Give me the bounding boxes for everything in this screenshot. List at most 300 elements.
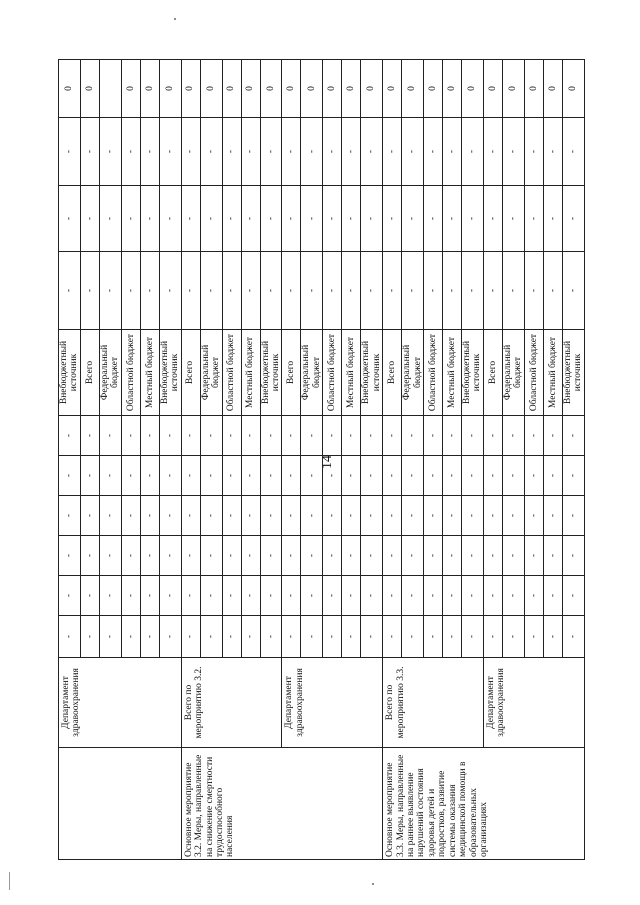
dash-cell: - xyxy=(59,186,81,252)
dash-cell: - xyxy=(342,496,361,536)
total-value-cell: 0 xyxy=(323,60,342,118)
dash-cell: - xyxy=(402,118,424,186)
dash-cell: - xyxy=(323,496,342,536)
total-value-cell: 0 xyxy=(562,60,584,118)
dash-cell: - xyxy=(200,536,222,576)
dash-cell: - xyxy=(140,416,159,456)
dash-cell: - xyxy=(543,496,562,536)
table-row xyxy=(483,60,502,860)
dash-cell: - xyxy=(361,416,383,456)
dash-cell: - xyxy=(241,118,260,186)
dash-cell: - xyxy=(80,252,99,330)
dash-cell: - xyxy=(402,576,424,616)
dash-cell: - xyxy=(443,576,462,616)
dash-cell: - xyxy=(402,496,424,536)
dash-cell: - xyxy=(99,616,121,658)
dash-cell: - xyxy=(543,186,562,252)
dash-cell: - xyxy=(383,118,402,186)
dash-cell: - xyxy=(361,616,383,658)
dash-cell: - xyxy=(462,576,484,616)
dash-cell: - xyxy=(462,616,484,658)
dash-cell: - xyxy=(342,456,361,496)
dash-cell: - xyxy=(342,252,361,330)
dash-cell: - xyxy=(80,616,99,658)
dash-cell: - xyxy=(200,456,222,496)
dash-cell: - xyxy=(543,576,562,616)
dash-cell: - xyxy=(159,536,181,576)
dash-cell: - xyxy=(502,496,524,536)
dash-cell: - xyxy=(159,252,181,330)
dash-cell: - xyxy=(424,252,443,330)
dash-cell: - xyxy=(222,118,241,186)
total-value-cell: 0 xyxy=(59,60,81,118)
dash-cell: - xyxy=(443,536,462,576)
dash-cell: - xyxy=(80,496,99,536)
dash-cell: - xyxy=(524,416,543,456)
dash-cell: - xyxy=(159,186,181,252)
dash-cell: - xyxy=(562,416,584,456)
dash-cell: - xyxy=(361,118,383,186)
total-value-cell: 0 xyxy=(181,60,200,118)
dash-cell: - xyxy=(323,456,342,496)
dash-cell: - xyxy=(502,416,524,456)
dash-cell: - xyxy=(222,576,241,616)
dash-cell: - xyxy=(80,576,99,616)
scan-speck xyxy=(372,883,374,885)
dash-cell: - xyxy=(462,252,484,330)
total-value-cell: 0 xyxy=(80,60,99,118)
funding-source-cell: Федеральный бюджет xyxy=(502,330,524,416)
dash-cell: - xyxy=(424,118,443,186)
dash-cell: - xyxy=(59,616,81,658)
dash-cell: - xyxy=(260,416,282,456)
dash-cell: - xyxy=(462,416,484,456)
dash-cell: - xyxy=(241,186,260,252)
dash-cell: - xyxy=(361,252,383,330)
dash-cell: - xyxy=(361,186,383,252)
dash-cell: - xyxy=(524,118,543,186)
funding-source-cell: Областной бюджет xyxy=(424,330,443,416)
dash-cell: - xyxy=(524,252,543,330)
dash-cell: - xyxy=(323,118,342,186)
dash-cell: - xyxy=(159,456,181,496)
performer-cell: Департамент здравоохранения xyxy=(59,658,182,748)
page-number: 14 xyxy=(320,455,335,469)
dash-cell: - xyxy=(483,576,502,616)
dash-cell: - xyxy=(200,252,222,330)
scan-speck xyxy=(174,18,176,20)
dash-cell: - xyxy=(59,416,81,456)
funding-source-cell: Внебюджетный источник xyxy=(260,330,282,416)
funding-source-cell: Внебюджетный источник xyxy=(59,330,81,416)
dash-cell: - xyxy=(323,416,342,456)
funding-source-cell: Областной бюджет xyxy=(121,330,140,416)
funding-source-cell: Областной бюджет xyxy=(524,330,543,416)
dash-cell: - xyxy=(260,536,282,576)
dash-cell: - xyxy=(462,496,484,536)
dash-cell: - xyxy=(342,186,361,252)
dash-cell: - xyxy=(140,118,159,186)
dash-cell: - xyxy=(562,186,584,252)
dash-cell: - xyxy=(99,496,121,536)
dash-cell: - xyxy=(99,118,121,186)
dash-cell: - xyxy=(562,118,584,186)
dash-cell: - xyxy=(483,536,502,576)
dash-cell: - xyxy=(241,576,260,616)
dash-cell: - xyxy=(260,252,282,330)
dash-cell: - xyxy=(159,616,181,658)
dash-cell: - xyxy=(323,186,342,252)
dash-cell: - xyxy=(323,576,342,616)
dash-cell: - xyxy=(260,576,282,616)
dash-cell: - xyxy=(383,186,402,252)
dash-cell: - xyxy=(282,496,301,536)
dash-cell: - xyxy=(361,536,383,576)
table-body xyxy=(59,60,585,860)
dash-cell: - xyxy=(99,536,121,576)
dash-cell: - xyxy=(241,616,260,658)
dash-cell: - xyxy=(99,576,121,616)
funding-source-cell: Федеральный бюджет xyxy=(99,330,121,416)
dash-cell: - xyxy=(121,616,140,658)
dash-cell: - xyxy=(181,616,200,658)
dash-cell: - xyxy=(80,536,99,576)
funding-source-cell: Местный бюджет xyxy=(543,330,562,416)
dash-cell: - xyxy=(402,536,424,576)
total-value-cell: 0 xyxy=(301,60,323,118)
funding-source-cell: Внебюджетный источник xyxy=(159,330,181,416)
dash-cell: - xyxy=(543,536,562,576)
dash-cell: - xyxy=(241,536,260,576)
dash-cell: - xyxy=(59,118,81,186)
dash-cell: - xyxy=(282,252,301,330)
dash-cell: - xyxy=(241,456,260,496)
funding-source-cell: Всего xyxy=(483,330,502,416)
dash-cell: - xyxy=(383,252,402,330)
dash-cell: - xyxy=(502,616,524,658)
dash-cell: - xyxy=(140,496,159,536)
dash-cell: - xyxy=(282,536,301,576)
total-value-cell: 0 xyxy=(383,60,402,118)
total-value-cell: 0 xyxy=(462,60,484,118)
dash-cell: - xyxy=(502,536,524,576)
dash-cell: - xyxy=(424,536,443,576)
dash-cell: - xyxy=(59,456,81,496)
performer-cell: Всего по мероприятию 3.2. xyxy=(181,658,282,748)
dash-cell: - xyxy=(181,576,200,616)
dash-cell: - xyxy=(524,616,543,658)
dash-cell: - xyxy=(562,536,584,576)
dash-cell: - xyxy=(121,496,140,536)
total-value-cell: 0 xyxy=(443,60,462,118)
funding-source-cell: Всего xyxy=(383,330,402,416)
dash-cell: - xyxy=(260,186,282,252)
dash-cell: - xyxy=(260,616,282,658)
dash-cell: - xyxy=(159,416,181,456)
dash-cell: - xyxy=(301,536,323,576)
dash-cell: - xyxy=(383,576,402,616)
dash-cell: - xyxy=(361,456,383,496)
dash-cell: - xyxy=(140,536,159,576)
total-value-cell: 0 xyxy=(483,60,502,118)
dash-cell: - xyxy=(301,118,323,186)
dash-cell: - xyxy=(342,416,361,456)
dash-cell: - xyxy=(462,536,484,576)
dash-cell: - xyxy=(121,536,140,576)
total-value-cell: 0 xyxy=(282,60,301,118)
event-title-cell: Основное мероприятие 3.2. Меры, направленные на снижение смертности трудоспособного населения xyxy=(181,748,383,860)
total-value-cell: 0 xyxy=(159,60,181,118)
dash-cell: - xyxy=(524,496,543,536)
dash-cell: - xyxy=(502,118,524,186)
scan-edge-mark xyxy=(9,872,10,890)
dash-cell: - xyxy=(140,576,159,616)
dash-cell: - xyxy=(502,252,524,330)
dash-cell: - xyxy=(181,456,200,496)
dash-cell: - xyxy=(282,416,301,456)
dash-cell: - xyxy=(483,252,502,330)
dash-cell: - xyxy=(562,616,584,658)
dash-cell: - xyxy=(462,186,484,252)
dash-cell: - xyxy=(80,186,99,252)
dash-cell: - xyxy=(543,118,562,186)
dash-cell: - xyxy=(181,536,200,576)
funding-source-cell: Федеральный бюджет xyxy=(402,330,424,416)
dash-cell: - xyxy=(59,536,81,576)
dash-cell: - xyxy=(402,416,424,456)
total-value-cell: 0 xyxy=(502,60,524,118)
rotated-table-wrapper xyxy=(58,60,584,860)
dash-cell: - xyxy=(301,252,323,330)
dash-cell: - xyxy=(402,456,424,496)
funding-source-cell: Местный бюджет xyxy=(140,330,159,416)
funding-source-cell: Федеральный бюджет xyxy=(200,330,222,416)
dash-cell: - xyxy=(383,456,402,496)
funding-source-cell: Всего xyxy=(181,330,200,416)
dash-cell: - xyxy=(99,456,121,496)
total-value-cell: 0 xyxy=(121,60,140,118)
dash-cell: - xyxy=(462,118,484,186)
dash-cell: - xyxy=(483,118,502,186)
dash-cell: - xyxy=(159,496,181,536)
funding-source-cell: Местный бюджет xyxy=(241,330,260,416)
dash-cell: - xyxy=(121,576,140,616)
dash-cell: - xyxy=(361,576,383,616)
total-value-cell: 0 xyxy=(342,60,361,118)
dash-cell: - xyxy=(222,616,241,658)
dash-cell: - xyxy=(483,186,502,252)
dash-cell: - xyxy=(383,536,402,576)
dash-cell: - xyxy=(181,118,200,186)
dash-cell: - xyxy=(59,496,81,536)
event-title-cell: Основное мероприятие 3.3. Меры, направленные на раннее выявление нарушений состояния здоровья детей и подростков, развитие системы оказания медицинской помощи в образовательных организациях xyxy=(383,748,585,860)
dash-cell: - xyxy=(524,186,543,252)
funding-source-cell: Внебюджетный источник xyxy=(361,330,383,416)
dash-cell: - xyxy=(181,186,200,252)
dash-cell: - xyxy=(402,616,424,658)
total-value-cell xyxy=(99,60,121,118)
dash-cell: - xyxy=(562,252,584,330)
dash-cell: - xyxy=(200,576,222,616)
dash-cell: - xyxy=(562,576,584,616)
dash-cell: - xyxy=(80,118,99,186)
dash-cell: - xyxy=(140,186,159,252)
table-row xyxy=(282,60,301,860)
dash-cell: - xyxy=(159,576,181,616)
dash-cell: - xyxy=(402,186,424,252)
dash-cell: - xyxy=(200,186,222,252)
dash-cell: - xyxy=(301,616,323,658)
dash-cell: - xyxy=(524,536,543,576)
total-value-cell: 0 xyxy=(524,60,543,118)
dash-cell: - xyxy=(543,616,562,658)
dash-cell: - xyxy=(121,186,140,252)
dash-cell: - xyxy=(140,252,159,330)
dash-cell: - xyxy=(222,456,241,496)
event-title-cell xyxy=(59,748,182,860)
total-value-cell: 0 xyxy=(200,60,222,118)
dash-cell: - xyxy=(424,186,443,252)
dash-cell: - xyxy=(80,416,99,456)
funding-source-cell: Внебюджетный источник xyxy=(462,330,484,416)
dash-cell: - xyxy=(260,118,282,186)
dash-cell: - xyxy=(222,416,241,456)
dash-cell: - xyxy=(260,456,282,496)
dash-cell: - xyxy=(383,496,402,536)
dash-cell: - xyxy=(99,416,121,456)
dash-cell: - xyxy=(424,496,443,536)
dash-cell: - xyxy=(222,496,241,536)
dash-cell: - xyxy=(342,576,361,616)
dash-cell: - xyxy=(241,252,260,330)
dash-cell: - xyxy=(524,576,543,616)
dash-cell: - xyxy=(301,186,323,252)
funding-source-cell: Областной бюджет xyxy=(222,330,241,416)
dash-cell: - xyxy=(483,616,502,658)
dash-cell: - xyxy=(323,536,342,576)
dash-cell: - xyxy=(443,456,462,496)
total-value-cell: 0 xyxy=(402,60,424,118)
dash-cell: - xyxy=(99,186,121,252)
dash-cell: - xyxy=(222,252,241,330)
dash-cell: - xyxy=(383,416,402,456)
dash-cell: - xyxy=(140,456,159,496)
funding-source-cell: Местный бюджет xyxy=(443,330,462,416)
table-row xyxy=(181,60,200,860)
dash-cell: - xyxy=(181,252,200,330)
dash-cell: - xyxy=(200,416,222,456)
table-row xyxy=(383,60,402,860)
dash-cell: - xyxy=(282,616,301,658)
dash-cell: - xyxy=(402,252,424,330)
total-value-cell: 0 xyxy=(260,60,282,118)
dash-cell: - xyxy=(323,252,342,330)
dash-cell: - xyxy=(121,456,140,496)
dash-cell: - xyxy=(80,456,99,496)
dash-cell: - xyxy=(282,118,301,186)
dash-cell: - xyxy=(543,252,562,330)
dash-cell: - xyxy=(443,496,462,536)
dash-cell: - xyxy=(483,496,502,536)
dash-cell: - xyxy=(181,496,200,536)
dash-cell: - xyxy=(462,456,484,496)
dash-cell: - xyxy=(562,496,584,536)
funding-source-cell: Федеральный бюджет xyxy=(301,330,323,416)
performer-cell: Всего по мероприятию 3.3. xyxy=(383,658,484,748)
dash-cell: - xyxy=(524,456,543,496)
dash-cell: - xyxy=(443,186,462,252)
total-value-cell: 0 xyxy=(241,60,260,118)
dash-cell: - xyxy=(222,536,241,576)
dash-cell: - xyxy=(424,456,443,496)
dash-cell: - xyxy=(502,456,524,496)
dash-cell: - xyxy=(159,118,181,186)
dash-cell: - xyxy=(282,576,301,616)
dash-cell: - xyxy=(543,456,562,496)
dash-cell: - xyxy=(241,416,260,456)
dash-cell: - xyxy=(121,118,140,186)
dash-cell: - xyxy=(383,616,402,658)
dash-cell: - xyxy=(443,118,462,186)
dash-cell: - xyxy=(59,576,81,616)
dash-cell: - xyxy=(301,456,323,496)
performer-cell: Департамент здравоохранения xyxy=(282,658,383,748)
dash-cell: - xyxy=(282,456,301,496)
dash-cell: - xyxy=(200,118,222,186)
dash-cell: - xyxy=(424,616,443,658)
dash-cell: - xyxy=(121,252,140,330)
funding-source-cell: Внебюджетный источник xyxy=(562,330,584,416)
dash-cell: - xyxy=(562,456,584,496)
dash-cell: - xyxy=(99,252,121,330)
dash-cell: - xyxy=(222,186,241,252)
dash-cell: - xyxy=(342,118,361,186)
dash-cell: - xyxy=(443,616,462,658)
dash-cell: - xyxy=(443,416,462,456)
funding-source-cell: Всего xyxy=(282,330,301,416)
dash-cell: - xyxy=(443,252,462,330)
dash-cell: - xyxy=(282,186,301,252)
dash-cell: - xyxy=(241,496,260,536)
dash-cell: - xyxy=(140,616,159,658)
dash-cell: - xyxy=(301,496,323,536)
dash-cell: - xyxy=(260,496,282,536)
dash-cell: - xyxy=(200,616,222,658)
dash-cell: - xyxy=(424,416,443,456)
dash-cell: - xyxy=(121,416,140,456)
funding-source-cell: Всего xyxy=(80,330,99,416)
dash-cell: - xyxy=(502,186,524,252)
dash-cell: - xyxy=(301,416,323,456)
dash-cell: - xyxy=(342,536,361,576)
dash-cell: - xyxy=(323,616,342,658)
funding-source-cell: Областной бюджет xyxy=(323,330,342,416)
dash-cell: - xyxy=(59,252,81,330)
total-value-cell: 0 xyxy=(543,60,562,118)
dash-cell: - xyxy=(543,416,562,456)
dash-cell: - xyxy=(181,416,200,456)
total-value-cell: 0 xyxy=(140,60,159,118)
dash-cell: - xyxy=(361,496,383,536)
performer-cell: Департамент здравоохранения xyxy=(483,658,584,748)
budget-table xyxy=(58,59,585,860)
dash-cell: - xyxy=(483,416,502,456)
dash-cell: - xyxy=(301,576,323,616)
dash-cell: - xyxy=(424,576,443,616)
funding-source-cell: Местный бюджет xyxy=(342,330,361,416)
total-value-cell: 0 xyxy=(424,60,443,118)
table-row xyxy=(59,60,81,860)
